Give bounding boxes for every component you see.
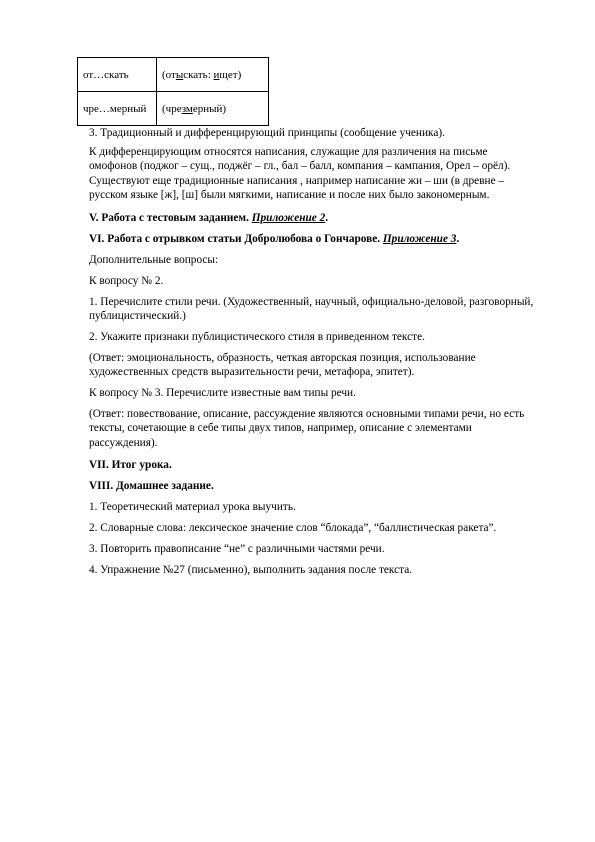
table-cell-word: от…скать [78, 58, 157, 92]
appendix-2-link[interactable]: Приложение 2 [251, 212, 326, 224]
paragraph-question-3: К вопросу № 3. Перечислите известные вам типы речи. [89, 387, 356, 399]
text-line: 1. Перечислите стили речи. (Художественный, научный, официально-деловой, разговорный, [89, 296, 534, 308]
table-cell-example: (отыскать: ищет) [157, 58, 269, 92]
heading-section-5: V. Работа с тестовым заданием. Приложение 2. [89, 212, 329, 224]
text-line: рассуждения). [89, 436, 158, 449]
homework-item: 4. Упражнение №27 (письменно), выполнить задания после текста. [89, 564, 413, 576]
table-row [78, 58, 269, 92]
heading-section-6: VI. Работа с отрывком статьи Добролюбова о Гончарове. Приложение 3. [89, 233, 460, 245]
text-line: публицистический.) [89, 310, 186, 323]
paragraph-publicistic-signs: 2. Укажите признаки публицистического стиля в приведенном тексте. [89, 331, 425, 343]
text-line: тексты, сочетающие в себе типы двух типов, например, описание с элементами [89, 422, 472, 435]
table-row [78, 92, 269, 126]
text-line: художественных средств выразительности речи, метафора, эпитет). [89, 366, 415, 379]
text-line: (Ответ: повествование, описание, рассуждение являются основными типами речи, но есть [89, 408, 525, 420]
homework-item: 2. Словарные слова: лексическое значение слов “блокада”, “баллистическая ракета”. [89, 522, 497, 534]
table-cell-example: (чрезмерный) [157, 92, 269, 126]
homework-item: 3. Повторить правописание “не” с различными частями речи. [89, 543, 385, 555]
paragraph-answer-1 [89, 351, 539, 380]
spelling-table [77, 57, 269, 126]
text-line: русском языке [ж], [ш] были мягкими, написание и после них было закономерным. [89, 189, 490, 202]
heading-section-7: VII. Итог урока. [89, 459, 172, 471]
table-cell-word: чре…мерный [78, 92, 157, 126]
paragraph-answer-2 [89, 407, 539, 450]
text-line: Существуют еще традиционные написания , например написание жи – ши (в древне – [89, 174, 505, 187]
paragraph-question-2: К вопросу № 2. [89, 275, 164, 287]
paragraph-principles: 3. Традиционный и дифференцирующий принципы (сообщение ученика). [89, 127, 445, 139]
homework-item: 1. Теоретический материал урока выучить. [89, 501, 296, 513]
text-line: омофонов (поджог – сущ., поджёг – гл., бал – балл, компания – кампания, Орел – орёл). [89, 160, 511, 173]
paragraph-speech-styles [89, 295, 539, 324]
text-line: (Ответ: эмоциональность, образность, четкая авторская позиция, использование [89, 352, 476, 364]
paragraph-extra-questions: Дополнительные вопросы: [89, 254, 219, 266]
paragraph-differentiating [89, 145, 539, 203]
appendix-3-link[interactable]: Приложение 3 [382, 233, 457, 245]
text-line: К дифференцирующим относятся написания, служащие для различения на письме [89, 146, 488, 158]
heading-section-8: VIII. Домашнее задание. [89, 480, 214, 492]
